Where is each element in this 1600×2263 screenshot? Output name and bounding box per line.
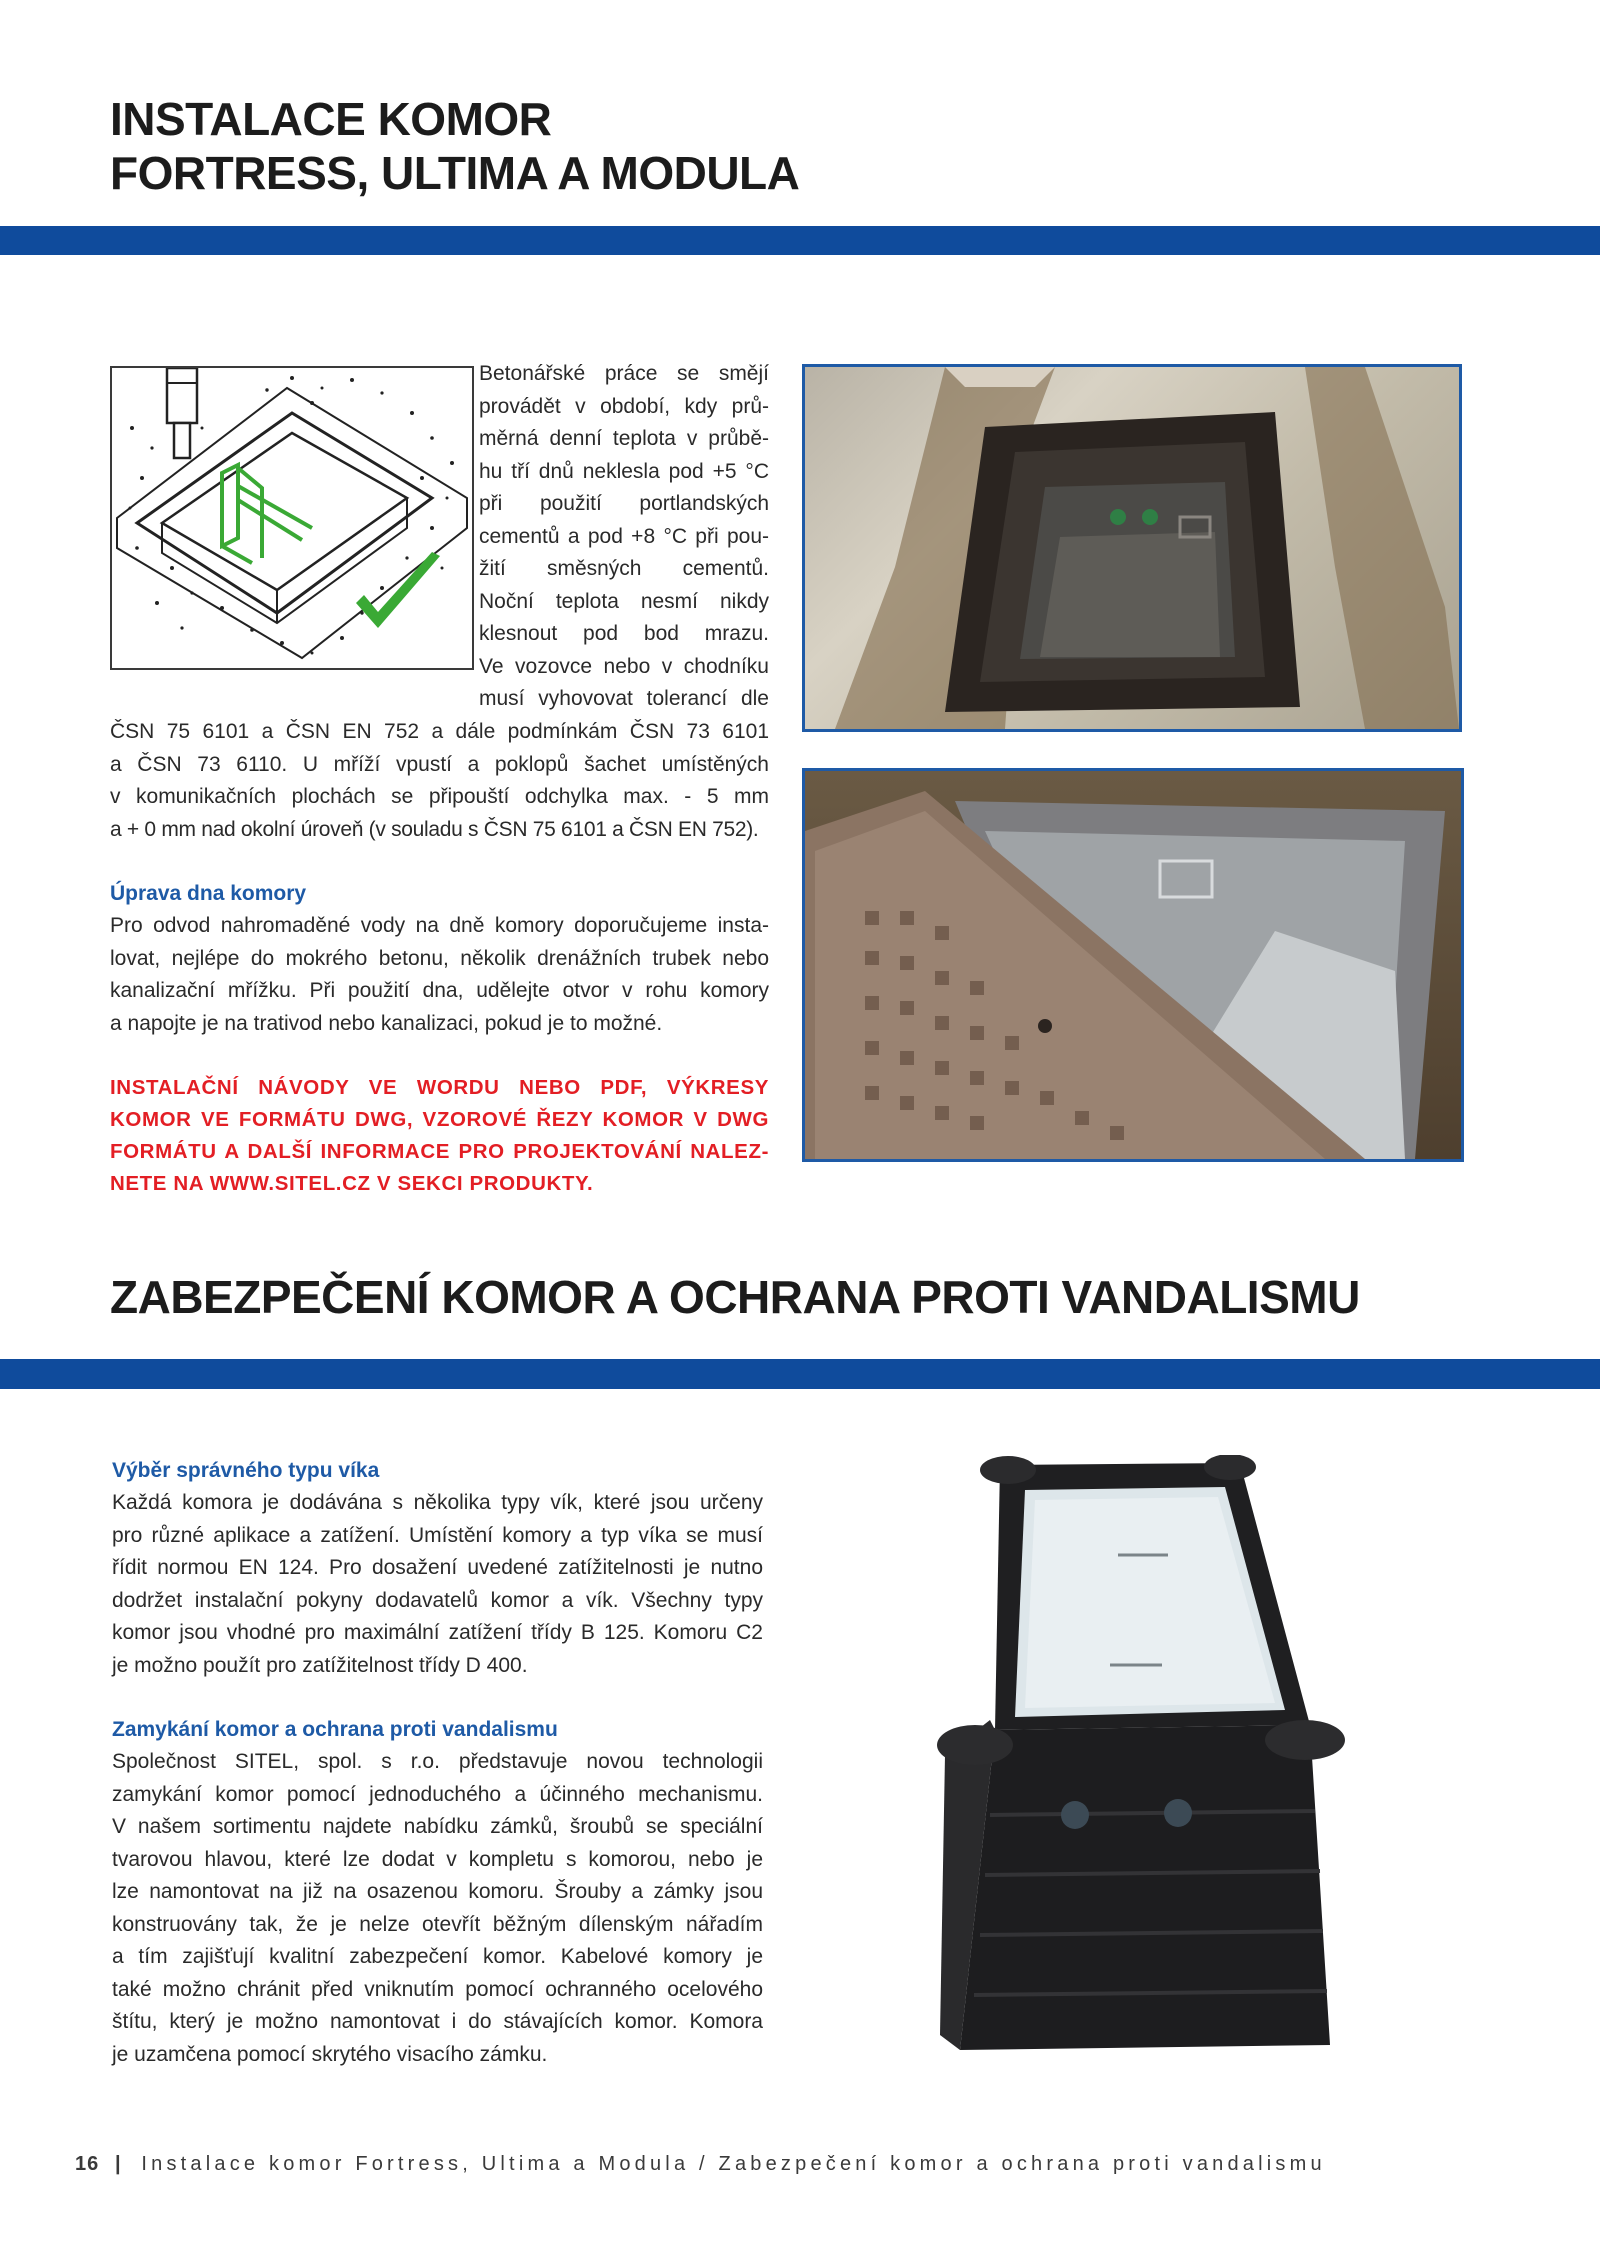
photo-plastic-chamber-drawing	[900, 1455, 1370, 2065]
text-line: konstruovány tak, že je nelze otevřít běžným dílenským nářadím	[112, 1912, 763, 1936]
text-line: také možno chránit před vniknutím pomocí ochranného ocelového	[112, 1977, 763, 2001]
section1-rule	[0, 226, 1600, 255]
text-line: cementů a pod +8 °C při pou-	[479, 524, 769, 548]
text-line: žití směsných cementů.	[479, 557, 769, 580]
text-line: Noční teplota nesmí nikdy	[479, 589, 769, 613]
text-line: ČSN 75 6101 a ČSN EN 752 a dále podmínkám ČSN 73 6101	[110, 720, 769, 743]
text-line: Pro odvod nahromaděné vody na dně komory doporučujeme insta-	[110, 914, 769, 937]
floor-subheading: Úprava dna komory	[110, 882, 307, 905]
download-notice	[110, 1072, 769, 1200]
text-line: V našem sortimentu najdete nabídku zámků, šroubů se speciální	[112, 1815, 763, 1838]
chamber-illustration	[110, 366, 474, 670]
text-line: FORMÁTU A DALŠÍ INFORMACE PRO PROJEKTOVÁNÍ NALEZ-	[110, 1140, 769, 1163]
text-line: měrná denní teplota v průbě-	[479, 427, 769, 450]
text-line: při použití portlandských	[479, 492, 769, 515]
text-line: Každá komora je dodávána s několika typy vík, které jsou určeny	[112, 1491, 763, 1514]
text-line: provádět v období, kdy prů-	[479, 394, 769, 418]
text-line: lovat, nejlépe do mokrého betonu, několik drenážních trubek nebo	[110, 946, 769, 970]
text-line: lze namontovat na již na osazenou komoru. Šrouby a zámky jsou	[112, 1880, 763, 1903]
text-line: v komunikačních plochách se připouští odchylka max. - 5 mm	[110, 785, 769, 808]
text-line: NETE NA WWW.SITEL.CZ V SEKCI PRODUKTY.	[110, 1172, 594, 1195]
text-line: je uzamčena pomocí skrytého visacího zámku.	[112, 2042, 548, 2066]
text-line: kanalizační mřížku. Při použití dna, udělejte otvor v rohu komory	[110, 979, 769, 1002]
lid-section	[112, 1455, 763, 1682]
section1-title	[110, 92, 799, 200]
intro-wrap-text	[479, 358, 769, 716]
text-line: pro různé aplikace a zatížení. Umístění komory a typ víka se musí	[112, 1523, 763, 1547]
text-line: komor jsou vhodné pro maximální zatížení třídy B 125. Komoru C2	[112, 1621, 763, 1644]
text-line: KOMOR VE FORMÁTU DWG, VZOROVÉ ŘEZY KOMOR V DWG	[110, 1108, 769, 1131]
text-line: dodržet instalační pokyny dodavatelů komor a vík. Všechny typy	[112, 1588, 763, 1612]
text-line: je možno použít pro zatížitelnost třídy D 400.	[112, 1653, 528, 1677]
text-line: Ve vozovce nebo v chodníku	[479, 654, 769, 678]
photo-installed-chamber	[802, 364, 1462, 732]
text-line: a + 0 mm nad okolní úroveň (v souladu s ČSN 75 6101 a ČSN EN 752).	[110, 817, 759, 841]
footer-text: Instalace komor Fortress, Ultima a Modula / Zabezpečení komor a ochrana proti vandalismu	[141, 2153, 1326, 2175]
text-line: tvarovou hlavou, které lze dodat v kompletu s komorou, nebo je	[112, 1847, 763, 1871]
floor-section	[110, 878, 769, 1040]
photo-cast-iron-cover	[802, 768, 1464, 1162]
text-line: a napojte je na trativod nebo kanalizaci, pokud je to možné.	[110, 1011, 663, 1035]
text-line: řídit normou EN 124. Pro dosažení uvedené zatížitelnosti je nutno	[112, 1556, 763, 1579]
page-number: 16	[75, 2153, 100, 2175]
section2-title: ZABEZPEČENÍ KOMOR A OCHRANA PROTI VANDALISMU	[110, 1271, 1360, 1323]
text-line: zamykání komor pomocí jednoduchého a účinného mechanismu.	[112, 1782, 763, 1806]
text-line: musí vyhovovat tolerancí dle	[479, 687, 769, 710]
text-line: a ČSN 73 6110. U mříží vpustí a poklopů šachet umístěných	[110, 752, 769, 776]
photo-cast-iron-cover-drawing	[805, 771, 1461, 1159]
text-line: Betonářské práce se smějí	[479, 362, 769, 385]
footer-separator: |	[115, 2153, 122, 2175]
photo-plastic-chamber	[900, 1455, 1370, 2065]
text-line: hu tří dnů neklesla pod +5 °C	[479, 459, 769, 483]
checkmark-icon	[348, 548, 448, 648]
lid-subheading: Výběr správného typu víka	[112, 1459, 380, 1482]
section2-rule	[0, 1359, 1600, 1389]
text-line: štítu, který je možno namontovat i do stávajících komor. Komora	[112, 2010, 763, 2033]
page-footer	[75, 2153, 1326, 2176]
text-line: klesnout pod bod mrazu.	[479, 622, 769, 645]
locking-section	[112, 1714, 763, 2071]
text-line: Společnost SITEL, spol. s r.o. představuje novou technologii	[112, 1750, 763, 1773]
locking-subheading: Zamykání komor a ochrana proti vandalismu	[112, 1718, 558, 1741]
section1-title-line1: INSTALACE KOMOR	[110, 93, 552, 145]
section1-title-line2: FORTRESS, ULTIMA A MODULA	[110, 147, 800, 199]
text-line: INSTALAČNÍ NÁVODY VE WORDU NEBO PDF, VÝKRESY	[110, 1076, 769, 1099]
text-line: a tím zajišťují kvalitní zabezpečení komor. Kabelové komory je	[112, 1945, 763, 1968]
intro-continuation	[110, 716, 769, 846]
photo-installed-chamber-drawing	[805, 367, 1459, 729]
